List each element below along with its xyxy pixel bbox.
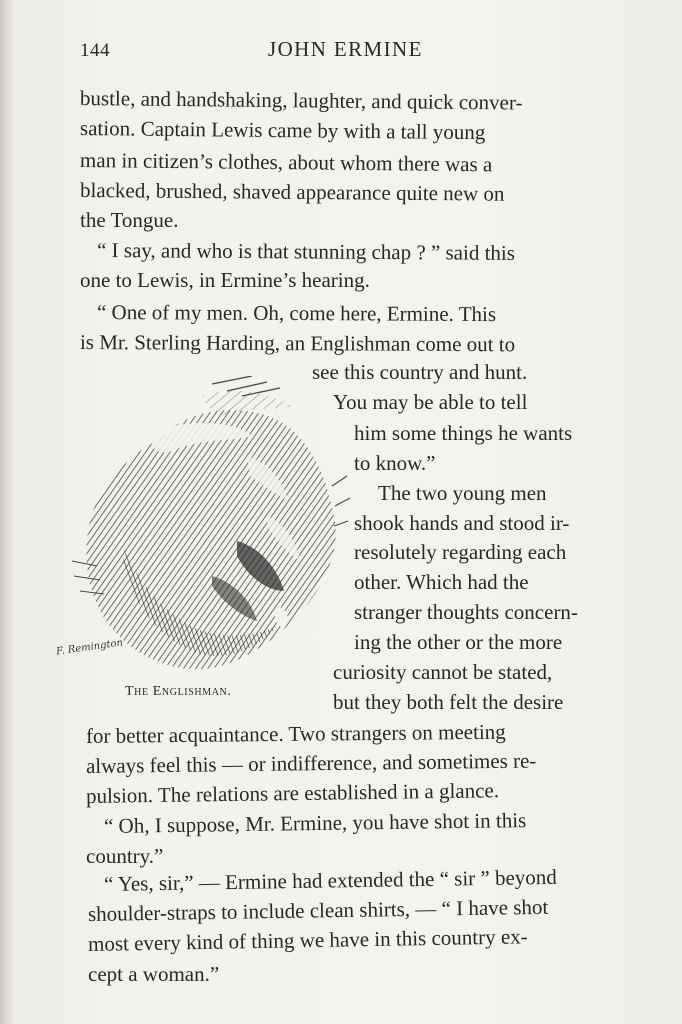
text-line-content: for better acquaintance. Two strangers on meeting <box>85 719 506 748</box>
text-line <box>354 423 572 444</box>
text-line-content: the Tongue. <box>80 208 179 232</box>
text-line <box>354 602 578 623</box>
text-line-content: bustle, and handshaking, laughter, and quick conver- <box>79 86 523 115</box>
text-line <box>354 453 435 474</box>
text-line <box>354 542 566 563</box>
text-line <box>80 150 608 177</box>
text-line-content: “ Yes, sir,” — Ermine had extended the “ sir ” beyond <box>103 864 557 896</box>
text-line-content: ing the other or the more <box>354 630 563 654</box>
text-line-content: resolutely regarding each <box>354 540 567 564</box>
text-line-content: cept a woman.” <box>88 962 220 986</box>
text-line <box>86 846 163 867</box>
text-line <box>88 926 528 955</box>
text-line-content: The two young men <box>378 481 547 505</box>
text-line-content: him some things he wants <box>354 421 573 445</box>
running-title: JOHN ERMINE <box>268 37 423 61</box>
text-line <box>80 88 610 115</box>
text-line <box>333 692 563 713</box>
text-line-content: always feel this — or indifference, and sometimes re- <box>85 748 537 778</box>
text-line-content: but they both felt the desire <box>333 690 564 714</box>
text-line-content: “ One of my men. Oh, come here, Ermine. This <box>96 300 497 327</box>
text-line-content: see this country and hunt. <box>312 360 528 384</box>
text-line <box>80 118 608 145</box>
text-line <box>97 240 515 264</box>
text-line <box>80 180 608 206</box>
text-line-content: “ Oh, I suppose, Mr. Ermine, you have shot in this <box>103 808 527 838</box>
text-line <box>104 810 527 837</box>
text-line-content: pulsion. The relations are established in a glance. <box>85 778 500 808</box>
text-line-content: shoulder-straps to include clean shirts, — “ I have shot <box>87 894 549 926</box>
text-line <box>354 513 569 534</box>
text-line-content: one to Lewis, in Ermine’s hearing. <box>80 268 370 292</box>
text-line <box>80 270 370 291</box>
text-line-content: is Mr. Sterling Harding, an Englishman come out to <box>79 330 516 357</box>
text-line <box>80 210 178 231</box>
text-line-content: sation. Captain Lewis came by with a tall young <box>79 116 486 145</box>
text-line-content: other. Which had the <box>354 570 529 594</box>
text-line <box>85 719 506 748</box>
text-line-content: “ I say, and who is that stunning chap ? ” said this <box>96 238 516 265</box>
text-line <box>88 964 219 985</box>
text-line <box>86 750 537 777</box>
text-line <box>103 864 557 896</box>
portrait-sketch <box>52 376 352 676</box>
text-line-content: country.” <box>86 844 164 868</box>
artist-signature: F. Remington <box>55 637 124 658</box>
text-line-content: stranger thoughts concern- <box>354 600 578 624</box>
text-line-content: You may be able to tell <box>333 390 528 414</box>
page-number: 144 <box>80 40 110 61</box>
text-line-content: shook hands and stood ir- <box>354 511 570 535</box>
text-line <box>354 632 562 653</box>
text-line-content: to know.” <box>354 451 436 475</box>
gutter-shadow <box>0 0 14 1024</box>
text-line-content: man in citizen’s clothes, about whom there was a <box>79 148 493 177</box>
text-line-content: blacked, brushed, shaved appearance quite new on <box>79 178 505 206</box>
text-line <box>97 302 496 325</box>
text-line-content: curiosity cannot be stated, <box>333 660 553 684</box>
englishman-portrait-illustration <box>52 376 352 676</box>
text-line <box>354 572 529 593</box>
text-line <box>333 392 527 413</box>
text-line <box>333 662 552 683</box>
text-line <box>378 483 547 504</box>
text-line <box>86 780 499 807</box>
text-line-content: most every kind of thing we have in this country ex- <box>87 924 528 956</box>
illustration-caption <box>125 684 231 700</box>
caption-text: The Englishman. <box>125 684 232 699</box>
text-line <box>80 332 515 355</box>
text-line <box>87 894 549 926</box>
